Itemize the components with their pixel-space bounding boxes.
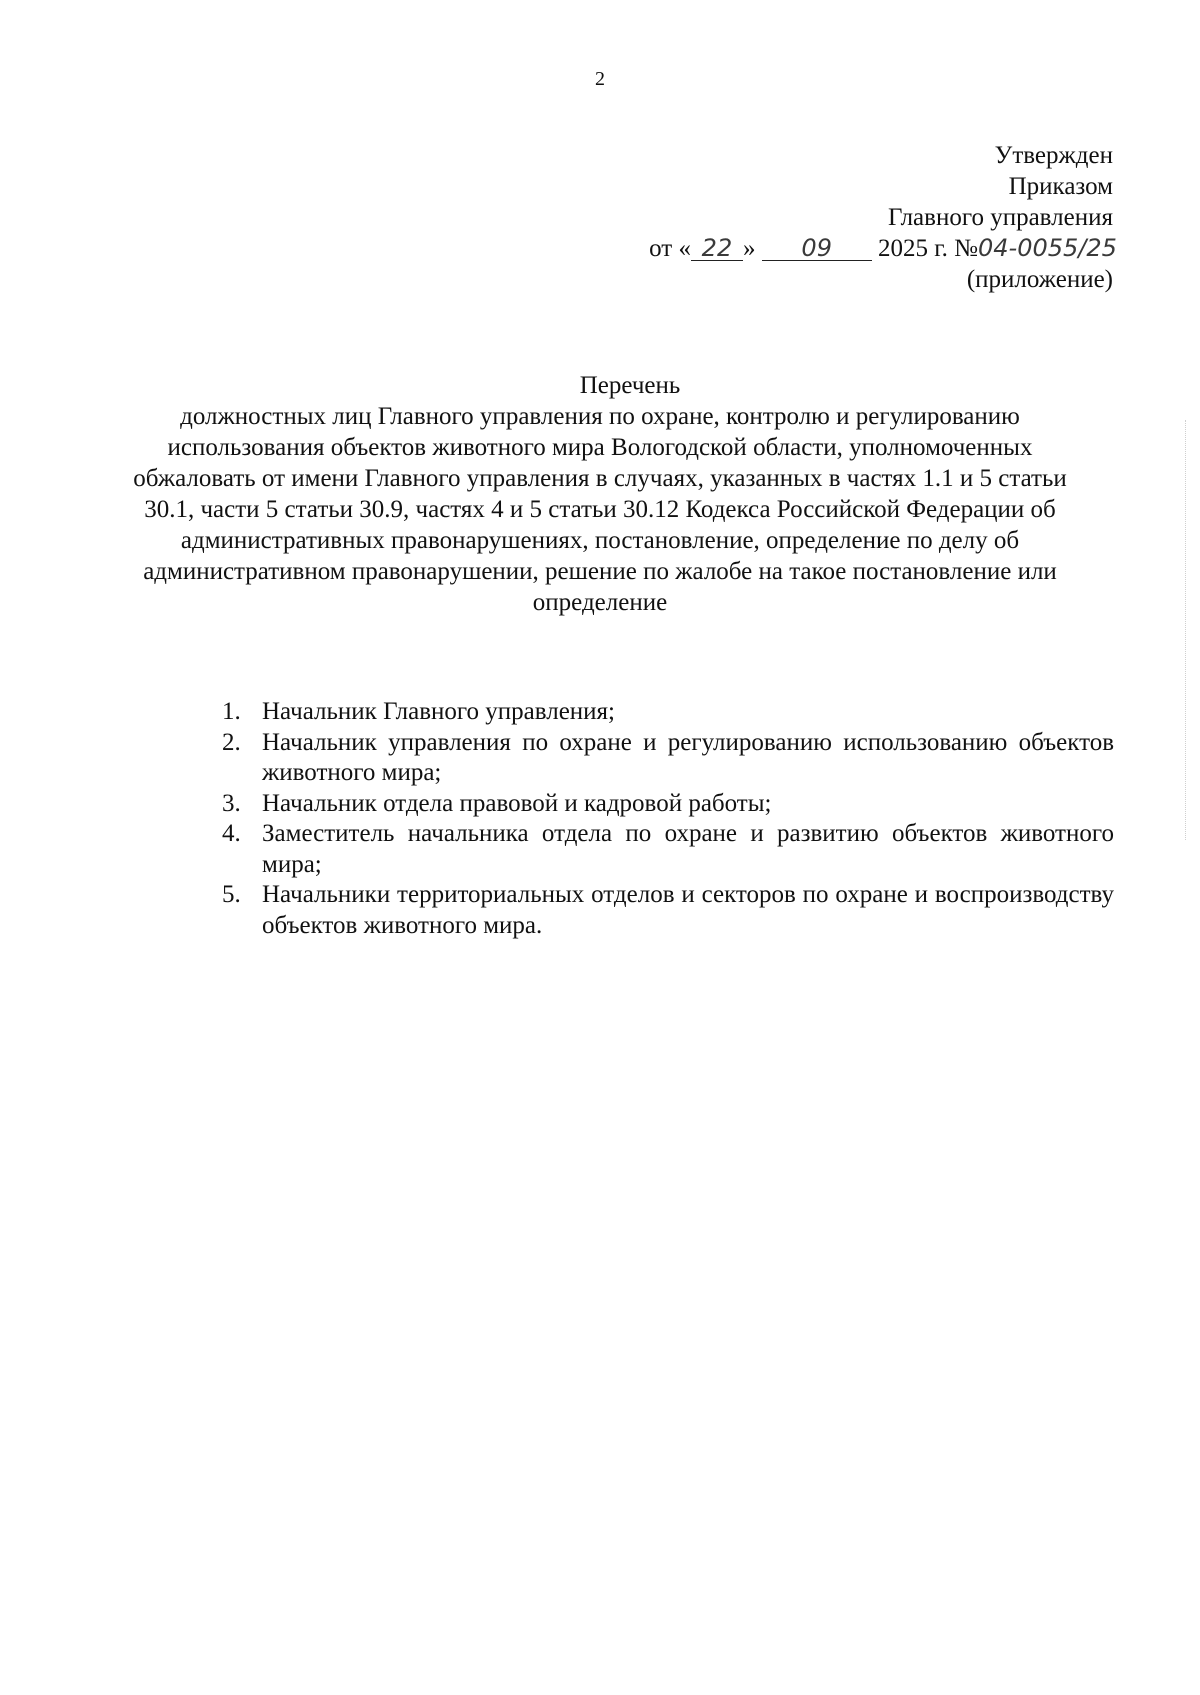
officials-list [222, 697, 1114, 941]
approval-line-date [649, 233, 1117, 264]
list-item [222, 697, 1114, 728]
approval-line-authority: Главного управления [888, 204, 1113, 231]
list-item-text: Заместитель начальника отдела по охране и развитию объектов животного мира; [262, 820, 1114, 878]
page-number: 2 [595, 68, 605, 90]
list-item-number: 2. [222, 728, 241, 756]
handwritten-order-number: 04-0055/25 [978, 234, 1117, 262]
list-item-number: 5. [222, 881, 241, 908]
document-title [0, 370, 1200, 618]
title-body: должностных лиц Главного управления по охране, контролю и регулированию использования объектов животного мира Вологодской области, уполномоченных обжаловать от имени Главного управления в случаях, указанных в частях 1.1 и 5 статьи 30.1, части 5 статьи 30.9, частях 4 и 5 статьи 30.12 Кодекса Российской Федерации об административных правонарушениях, постановление, определение по делу об административном правонарушении, решение по жалобе на такое постановление или определение [133, 403, 1067, 616]
list-item-text: Начальник отдела правовой и кадровой работы; [262, 789, 772, 817]
handwritten-day: 22 [691, 236, 743, 261]
date-year-text: 2025 г. № [877, 235, 978, 262]
handwritten-month: 09 [762, 236, 872, 261]
list-item [222, 789, 1114, 820]
approval-line-approved: Утвержден [994, 142, 1113, 169]
scan-margin-marks [1183, 420, 1186, 840]
date-prefix: от « [649, 235, 691, 262]
date-close-quote: » [742, 235, 756, 262]
list-item-number: 3. [222, 789, 241, 817]
list-item-text: Начальники территориальных отделов и секторов по охране и воспроизводству объектов животного мира. [262, 881, 1114, 939]
list-item [222, 880, 1114, 941]
list-item-text: Начальник Главного управления; [262, 698, 616, 725]
approval-line-appendix: (приложение) [966, 266, 1113, 293]
approval-block [649, 140, 1117, 295]
list-item-number: 4. [222, 820, 241, 847]
list-item-number: 1. [222, 698, 241, 725]
title-heading: Перечень [579, 372, 681, 399]
list-item [222, 819, 1114, 880]
list-item [222, 728, 1114, 789]
list-item-text: Начальник управления по охране и регулированию использованию объектов животного мира; [262, 728, 1114, 786]
approval-line-order: Приказом [1008, 173, 1113, 200]
